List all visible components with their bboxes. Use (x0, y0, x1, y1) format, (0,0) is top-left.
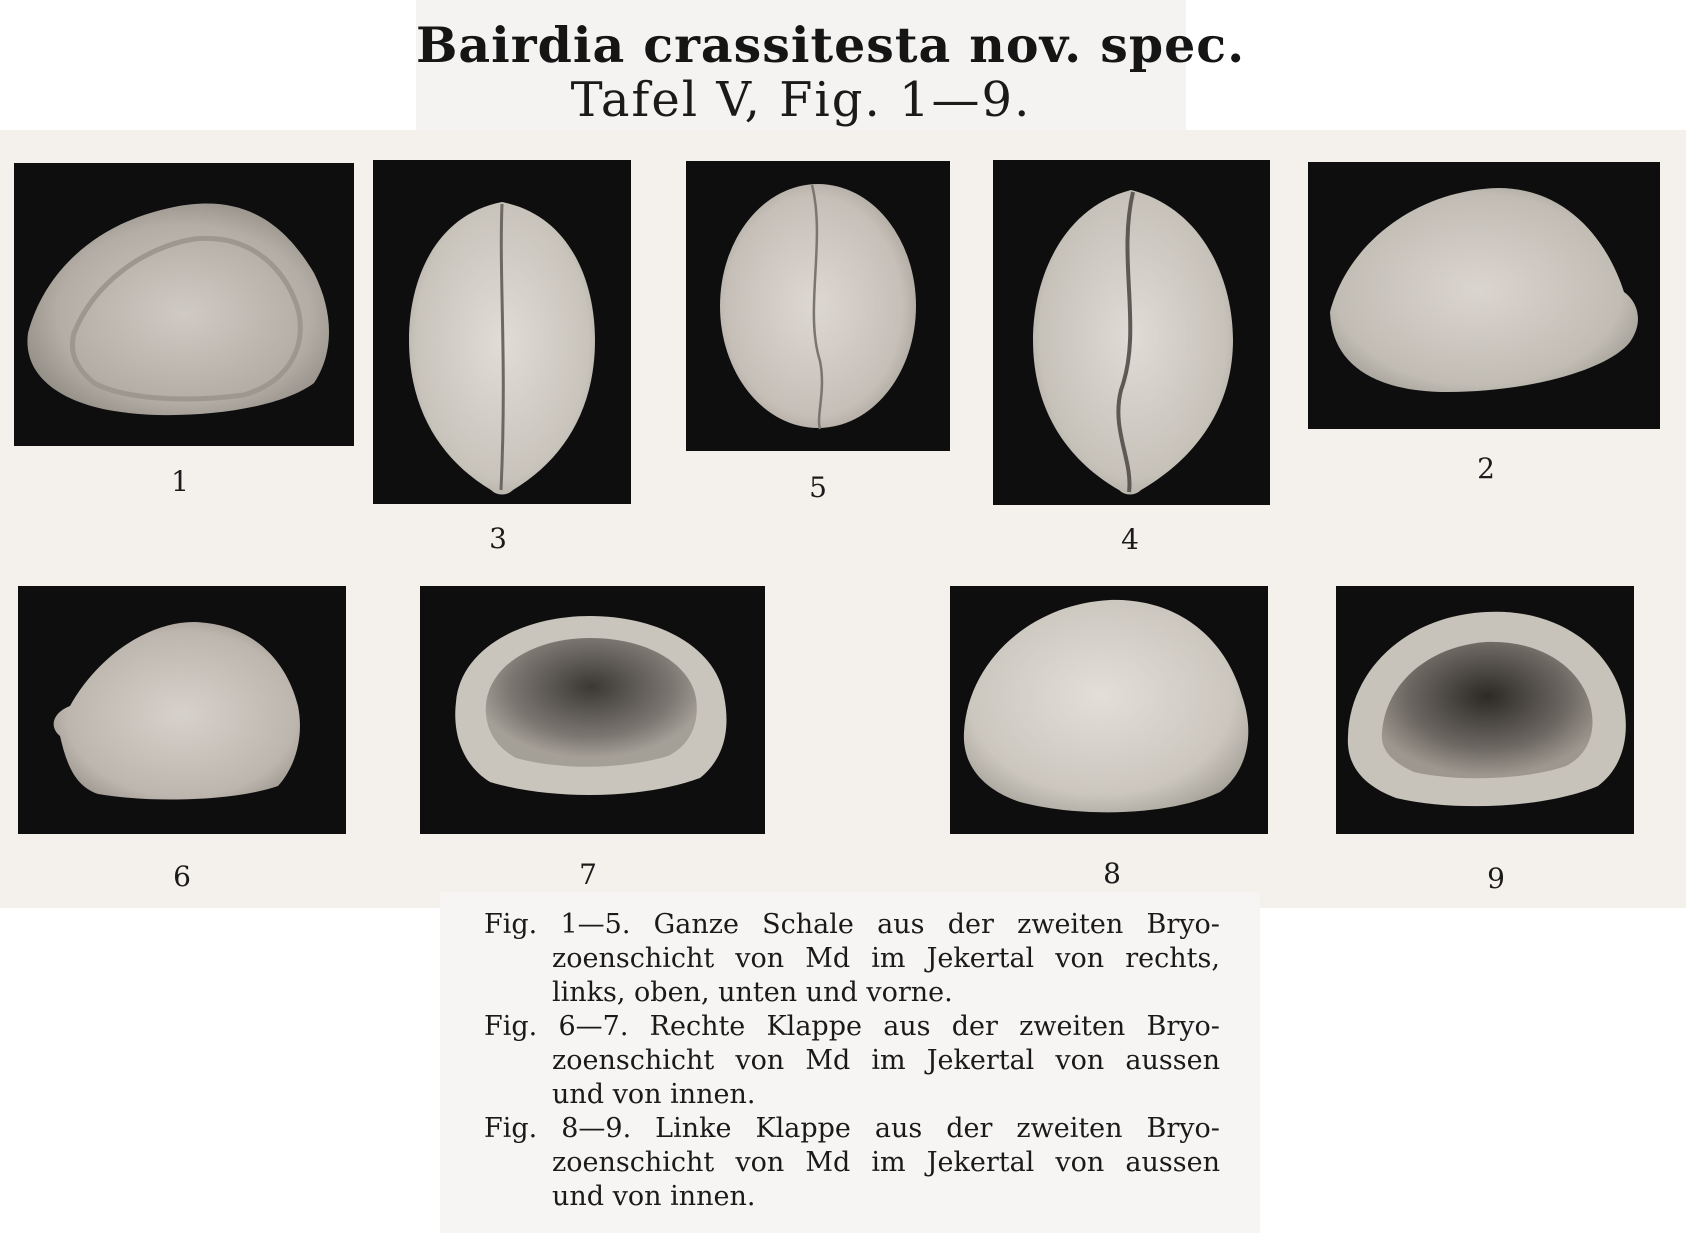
figure-1-photo (14, 163, 354, 446)
caption-line: und von innen. (552, 1181, 756, 1212)
right-valve-inside (420, 586, 765, 834)
caption-line: Fig. 1—5. Ganze Schale aus der zweiten Bryo- (484, 909, 1220, 940)
caption-line: und von innen. (552, 1079, 756, 1110)
left-valve-outside (950, 586, 1268, 834)
ostracod-front-view (686, 161, 950, 451)
caption-line: links, oben, unten und vorne. (552, 977, 953, 1008)
figure-8-label: 8 (1103, 857, 1121, 890)
caption-line: zoenschicht von Md im Jekertal von aussen (552, 1045, 1220, 1076)
caption-entry-3 (484, 1112, 1220, 1214)
figure-7-label: 7 (579, 858, 597, 891)
figure-4-label: 4 (1121, 523, 1139, 556)
ostracod-right-view (14, 163, 354, 446)
caption-line: zoenschicht von Md im Jekertal von aussen (552, 1147, 1220, 1178)
figure-8-photo (950, 586, 1268, 834)
ostracod-top-view (373, 160, 631, 504)
figure-6-label: 6 (173, 860, 191, 893)
figure-1-label: 1 (171, 465, 189, 498)
figure-caption (484, 908, 1220, 1214)
figure-9-label: 9 (1487, 862, 1505, 895)
figure-2-photo (1308, 162, 1660, 429)
left-valve-inside (1336, 586, 1634, 834)
figure-3-label: 3 (489, 522, 507, 555)
caption-line: Fig. 8—9. Linke Klappe aus der zweiten Bryo- (484, 1113, 1220, 1144)
caption-line: zoenschicht von Md im Jekertal von rechts, (552, 943, 1220, 974)
figure-2-label: 2 (1477, 452, 1495, 485)
caption-entry-2 (484, 1010, 1220, 1112)
plate-subtitle: Tafel V, Fig. 1—9. (570, 72, 1032, 128)
figure-6-photo (18, 586, 346, 834)
plate-title: Bairdia crassitesta nov. spec. (416, 16, 1246, 74)
figure-9-photo (1336, 586, 1634, 834)
figure-5-label: 5 (809, 471, 827, 504)
figure-7-photo (420, 586, 765, 834)
caption-entry-1 (484, 908, 1220, 1010)
figure-5-photo (686, 161, 950, 451)
caption-line: Fig. 6—7. Rechte Klappe aus der zweiten Bryo- (484, 1011, 1220, 1042)
figure-4-photo (993, 160, 1270, 505)
ostracod-bottom-view (993, 160, 1270, 505)
right-valve-outside (18, 586, 346, 834)
ostracod-left-view (1308, 162, 1660, 429)
figure-3-photo (373, 160, 631, 504)
